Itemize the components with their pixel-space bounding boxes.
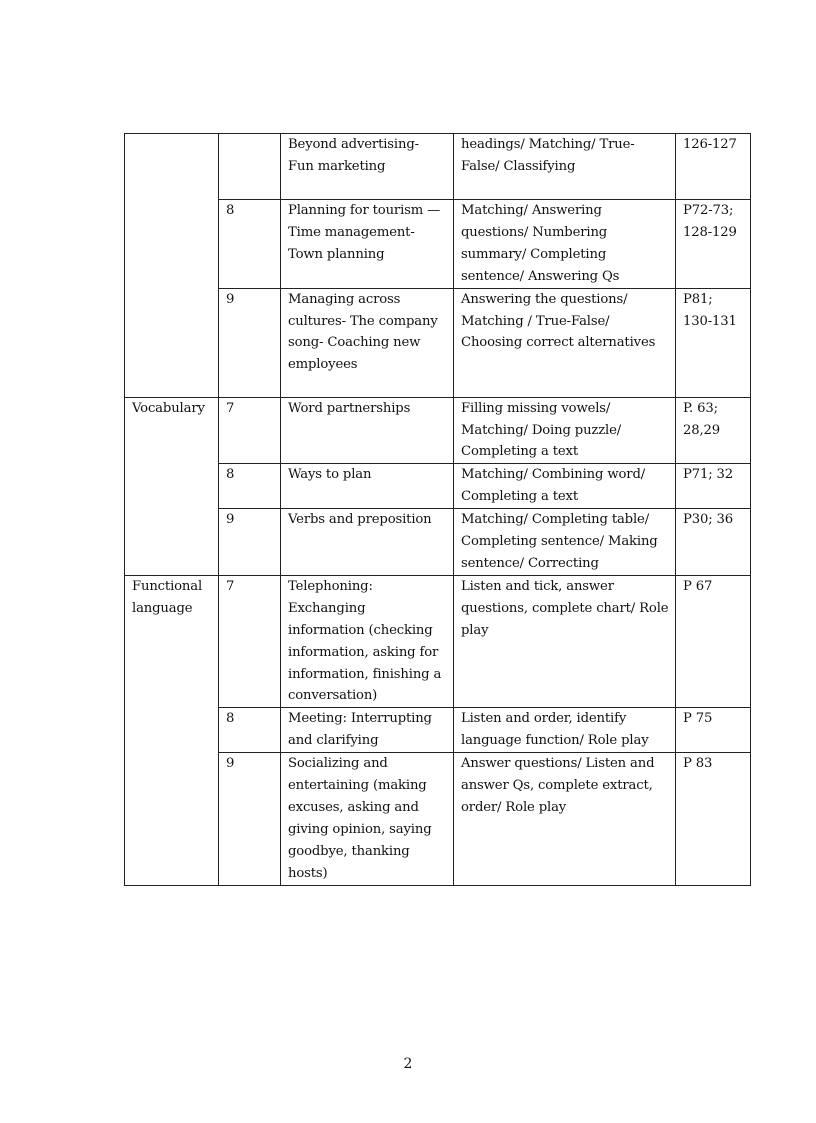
tasks-cell: Matching/ Completing table/ Completing sentence/ Making sentence/ Correcting: [454, 509, 676, 576]
unit-cell: 9: [219, 509, 281, 576]
tasks-cell: Matching/ Answering questions/ Numbering summary/ Completing sentence/ Answering Qs: [454, 200, 676, 289]
pages-cell: P 67: [676, 575, 751, 707]
table-row: [125, 134, 751, 200]
topic-cell: Planning for tourism — Time management- Town planning: [281, 200, 454, 289]
table-row: [125, 464, 751, 509]
unit-cell: 9: [219, 753, 281, 885]
tasks-cell: Listen and order, identify language function/ Role play: [454, 708, 676, 753]
unit-cell: 9: [219, 288, 281, 397]
unit-cell: 7: [219, 397, 281, 464]
topic-cell: Word partnerships: [281, 397, 454, 464]
pages-cell: P81; 130-131: [676, 288, 751, 397]
skill-cell: Functional language: [125, 575, 219, 885]
skill-cell: Vocabulary: [125, 397, 219, 575]
topic-cell: Socializing and entertaining (making excuses, asking and giving opinion, saying goodbye, thanking hosts): [281, 753, 454, 885]
tasks-cell: Answering the questions/ Matching / True-False/ Choosing correct alternatives: [454, 288, 676, 397]
pages-cell: 126-127: [676, 134, 751, 200]
pages-cell: P. 63; 28,29: [676, 397, 751, 464]
topic-cell: Telephoning: Exchanging information (checking information, asking for information, finishing a conversation): [281, 575, 454, 707]
tasks-cell: Filling missing vowels/ Matching/ Doing puzzle/ Completing a text: [454, 397, 676, 464]
syllabus-table: [124, 133, 751, 886]
unit-cell: [219, 134, 281, 200]
pages-cell: P 75: [676, 708, 751, 753]
skill-cell: [125, 134, 219, 398]
tasks-cell: Matching/ Combining word/ Completing a text: [454, 464, 676, 509]
unit-cell: 7: [219, 575, 281, 707]
topic-cell: Ways to plan: [281, 464, 454, 509]
tasks-cell: Answer questions/ Listen and answer Qs, complete extract, order/ Role play: [454, 753, 676, 885]
topic-cell: Verbs and preposition: [281, 509, 454, 576]
pages-cell: P 83: [676, 753, 751, 885]
table-row: [125, 509, 751, 576]
table-row: [125, 575, 751, 707]
unit-cell: 8: [219, 200, 281, 289]
table-row: [125, 708, 751, 753]
topic-cell: Beyond advertising- Fun marketing: [281, 134, 454, 200]
table-row: [125, 288, 751, 397]
pages-cell: P30; 36: [676, 509, 751, 576]
topic-cell: Managing across cultures- The company song- Coaching new employees: [281, 288, 454, 397]
table-row: [125, 200, 751, 289]
unit-cell: 8: [219, 464, 281, 509]
tasks-cell: headings/ Matching/ True- False/ Classifying: [454, 134, 676, 200]
unit-cell: 8: [219, 708, 281, 753]
tasks-cell: Listen and tick, answer questions, complete chart/ Role play: [454, 575, 676, 707]
pages-cell: P72-73; 128-129: [676, 200, 751, 289]
topic-cell: Meeting: Interrupting and clarifying: [281, 708, 454, 753]
page-number: 2: [403, 1056, 413, 1072]
pages-cell: P71; 32: [676, 464, 751, 509]
table-row: [125, 397, 751, 464]
table-row: [125, 753, 751, 885]
